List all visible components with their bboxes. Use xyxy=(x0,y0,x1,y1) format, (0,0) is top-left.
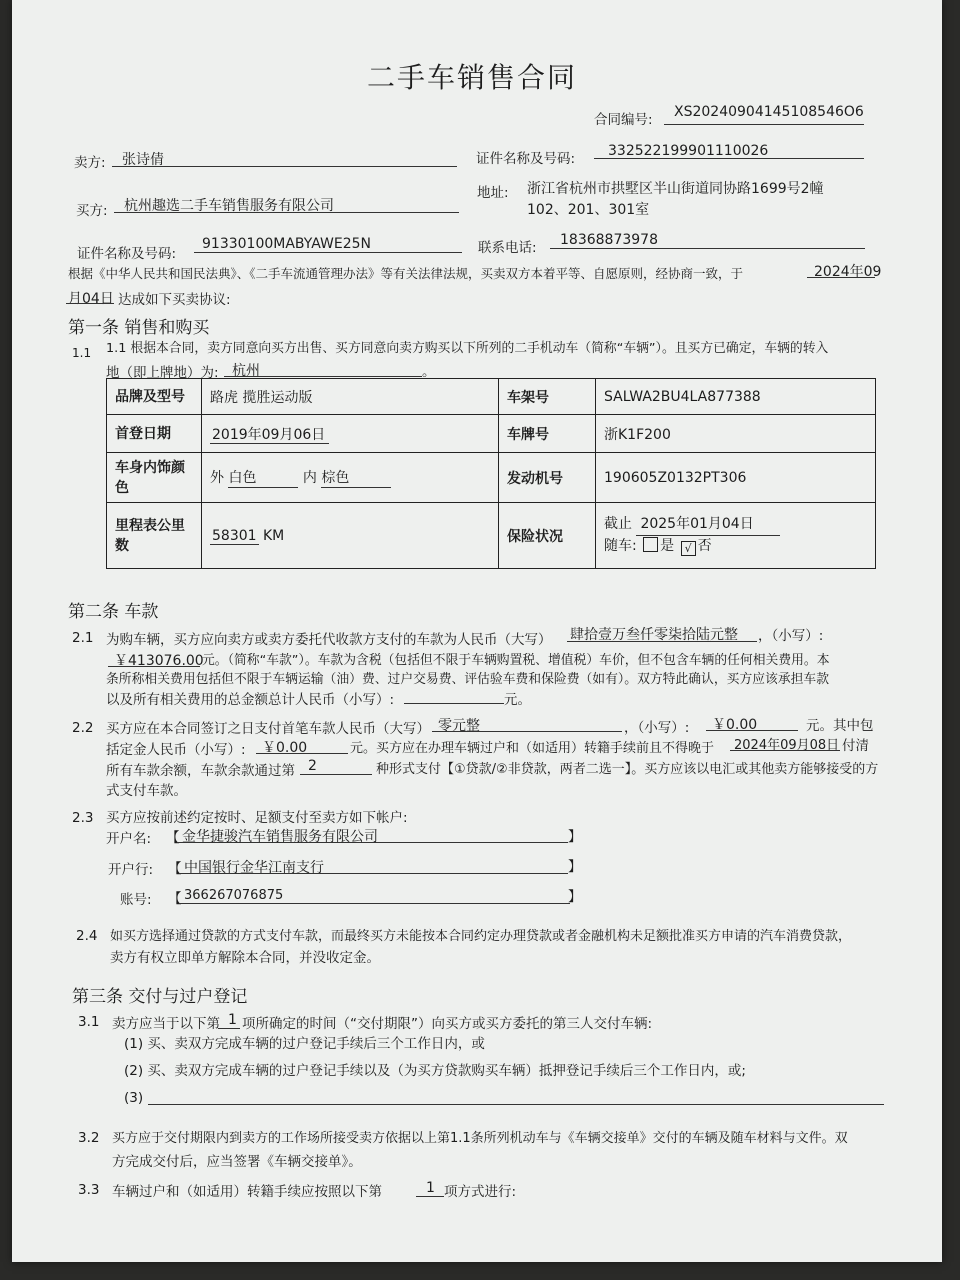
p22-payment-way-underline xyxy=(300,774,372,775)
account-number-rb: 】 xyxy=(568,889,582,905)
p31-item: 1 xyxy=(228,1012,237,1028)
p22-text-h: 种形式支付【①贷款/②非贷款，两者二选一】。买方应该以电汇或其他卖方能够接受的方 xyxy=(376,762,879,777)
p22-text-d: 括定金人民币（小写）: xyxy=(106,742,246,758)
bank-rb: 】 xyxy=(568,859,582,875)
bank-account-name-rb: 】 xyxy=(568,829,582,845)
p31-option2: (2) 买、卖双方完成车辆的过户登记手续以及（为买方贷款购买车辆）抵押登记手续后三个工作日内，或; xyxy=(124,1063,746,1079)
bank-name: 中国银行金华江南支行 xyxy=(184,860,324,876)
article3-heading: 第三条 交付与过户登记 xyxy=(72,987,248,1007)
p33-item-underline xyxy=(416,1196,444,1197)
account-number-lb: 【 xyxy=(168,891,182,907)
p33-num: 3.3 xyxy=(78,1182,100,1198)
p31-option3: (3) xyxy=(124,1090,144,1106)
article1-period: 。 xyxy=(422,364,436,380)
p22-down-number-underline xyxy=(706,730,798,731)
p33-text-b: 项方式进行: xyxy=(444,1184,517,1200)
interior-prefix: 内 xyxy=(302,470,317,486)
p22-down-capital-underline xyxy=(432,731,622,732)
buyer-address-line1: 浙江省杭州市拱墅区半山街道同协路1699号2幢 xyxy=(527,181,824,197)
account-number-label: 账号: xyxy=(120,892,152,908)
p24-text-b: 卖方有权立即单方解除本合同，并没收定金。 xyxy=(110,950,380,966)
buyer-underline xyxy=(114,212,459,213)
p23-text: 买方应按前述约定按时、足额支付至卖方如下帐户: xyxy=(106,810,408,826)
interior-color: 棕色 xyxy=(321,467,391,488)
insurance-yes-label: 是 xyxy=(660,538,675,554)
bank-account-name-underline xyxy=(178,842,568,843)
article2-heading: 第二条 车款 xyxy=(68,602,159,622)
p21-price-number-underline xyxy=(108,666,200,667)
insurance-with-label: 随车: xyxy=(604,538,637,554)
intro-text-end: 达成如下买卖协议: xyxy=(118,292,231,308)
p33-text-a: 车辆过户和（如适用）转籍手续应按照以下第 xyxy=(112,1184,382,1200)
p21-text-f: 元。 xyxy=(504,692,531,708)
color-cell xyxy=(202,453,499,503)
buyer-phone-value: 18368873978 xyxy=(560,232,658,248)
p22-deadline: 2024年09月08日 xyxy=(734,738,840,753)
p22-deposit: ￥0.00 xyxy=(262,740,308,756)
buyer-address-line2: 102、201、301室 xyxy=(527,202,650,218)
account-number-underline xyxy=(180,903,570,904)
buyer-name: 杭州趣选二手车销售服务有限公司 xyxy=(124,198,334,214)
exterior-prefix: 外 xyxy=(210,470,224,486)
p23-num: 2.3 xyxy=(72,810,94,826)
p22-down-capital: 零元整 xyxy=(438,718,480,734)
buyer-id-label: 证件名称及号码: xyxy=(77,246,177,262)
insurance-date: 2025年01月04日 xyxy=(636,514,780,536)
p24-text-a: 如买方选择通过贷款的方式支付车款，而最终买方未能按本合同约定办理贷款或者金融机构未足额批准买方申请的汽车消费贷款， xyxy=(110,929,852,944)
p22-deposit-underline xyxy=(256,753,348,754)
bank-lb: 【 xyxy=(168,861,182,877)
intro-date-part1: 2024年09 xyxy=(814,264,882,280)
bank-underline xyxy=(180,873,568,874)
color-label: 车身内饰颜色 xyxy=(107,453,202,503)
mileage-label: 里程表公里数 xyxy=(107,503,202,569)
reg-date-cell xyxy=(202,415,499,453)
buyer-address-label: 地址: xyxy=(477,185,509,201)
p21-num: 2.1 xyxy=(72,630,94,646)
p31-num: 3.1 xyxy=(78,1014,100,1030)
p22-text-a: 买方应在本合同签订之日支付首笔车款人民币（大写） xyxy=(106,721,430,737)
p22-num: 2.2 xyxy=(72,720,94,736)
p21-text-a: 为购车辆，买方应向卖方或卖方委托代收款方支付的车款为人民币（大写） xyxy=(106,632,552,648)
p31-item-underline xyxy=(218,1028,240,1029)
p22-text-b: ，（小写）: xyxy=(624,720,690,736)
p22-text-i: 式支付车款。 xyxy=(106,783,187,799)
seller-underline xyxy=(112,166,457,167)
article1-text2: 地（即上牌地）为: xyxy=(106,365,219,381)
seller-name: 张诗倩 xyxy=(122,152,164,168)
vin-label: 车架号 xyxy=(499,379,596,415)
p21-text-c: 元。（简称“车款”）。车款为含税（包括但不限于车辆购置税、增值税）车价，但不包含车辆的任何相关费用。本 xyxy=(202,653,830,668)
insurance-label: 保险状况 xyxy=(499,503,596,569)
buyer-label: 买方: xyxy=(76,203,108,219)
document-title: 二手车销售合同 xyxy=(367,61,578,94)
p32-text-b: 方完成交付后，应当签署《车辆交接单》。 xyxy=(112,1154,362,1170)
p22-deadline-underline xyxy=(730,750,840,751)
buyer-id-underline xyxy=(194,252,462,253)
p31-option3-underline xyxy=(148,1104,884,1105)
bank-account-name: 金华捷骏汽车销售服务有限公司 xyxy=(182,829,378,845)
insurance-yes-checkbox[interactable] xyxy=(643,537,658,552)
p33-item: 1 xyxy=(426,1180,435,1196)
reg-date-value: 2019年09月06日 xyxy=(210,427,329,444)
p32-text-a: 买方应于交付期限内到卖方的工作场所接受卖方依据以上第1.1条所列机动车与《车辆交接单》交付的车辆及随车材料与文件。双 xyxy=(112,1131,848,1146)
p21-text-d: 条所称相关费用包括但不限于车辆运输（油）费、过户交易费、评估验车费和保险费（如有）。双方特此确认，买方应该承担车款 xyxy=(106,672,830,687)
seller-id-value: 332522199901110026 xyxy=(608,143,769,159)
p32-num: 3.2 xyxy=(78,1130,100,1146)
transfer-place: 杭州 xyxy=(232,363,260,379)
contract-no-label: 合同编号: xyxy=(594,112,653,128)
engine-label: 发动机号 xyxy=(499,453,596,503)
intro-date-underline1 xyxy=(807,277,875,278)
contract-no-underline xyxy=(664,124,864,125)
p21-total-underline xyxy=(404,703,504,704)
insurance-no-checkbox[interactable]: √ xyxy=(681,541,696,556)
p31-option1: (1) 买、卖双方完成车辆的过户登记手续后三个工作日内，或 xyxy=(124,1036,485,1052)
account-number: 366267076875 xyxy=(184,888,284,903)
insurance-cell xyxy=(596,503,876,569)
plate-value: 浙K1F200 xyxy=(596,415,876,453)
p24-num: 2.4 xyxy=(76,928,98,944)
seller-id-underline xyxy=(594,158,864,159)
mileage-cell xyxy=(202,503,499,569)
buyer-phone-underline xyxy=(550,248,865,249)
article1-heading: 第一条 销售和购买 xyxy=(68,318,210,338)
bank-label: 开户行: xyxy=(108,862,154,878)
p31-text-b: 项所确定的时间（“交付期限”）向买方或买方委托的第三人交付车辆: xyxy=(242,1016,653,1032)
p21-price-capital-underline xyxy=(567,641,757,642)
seller-id-label: 证件名称及号码: xyxy=(476,151,576,167)
article1-text1: 1.1 根据本合同，卖方同意向买方出售、买方同意向卖方购买以下所列的二手机动车（简称“车辆”）。且买方已确定，车辆的转入 xyxy=(106,341,829,356)
buyer-phone-label: 联系电话: xyxy=(478,240,537,256)
p21-price-capital: 肆拾壹万叁仟零柒拾陆元整 xyxy=(570,627,738,643)
insurance-prefix: 截止 xyxy=(604,516,632,532)
contract-no-value: XS20240904145108546O6 xyxy=(674,104,864,120)
buyer-id-value: 91330100MABYAWE25N xyxy=(202,236,372,252)
p22-payment-way: 2 xyxy=(308,758,317,774)
intro-date-underline2 xyxy=(66,303,114,304)
brand-label: 品牌及型号 xyxy=(107,379,202,415)
p21-text-b: ，（小写）: xyxy=(758,628,824,644)
mileage-unit: KM xyxy=(263,527,285,544)
p22-down-number: ￥0.00 xyxy=(712,717,758,733)
reg-date-label: 首登日期 xyxy=(107,415,202,453)
intro-text: 根据《中华人民共和国民法典》、《二手车流通管理办法》等有关法律法规，买卖双方本着平等、自愿原则，经协商一致，于 xyxy=(68,266,744,281)
p31-text-a: 卖方应当于以下第 xyxy=(112,1016,220,1032)
p22-text-e: 元。买方应在办理车辆过户和（如适用）转籍手续前且不得晚于 xyxy=(350,741,715,756)
transfer-place-underline xyxy=(224,376,422,377)
p22-text-f: 付清 xyxy=(842,738,869,754)
vin-value: SALWA2BU4LA877388 xyxy=(596,379,876,415)
mileage-value: 58301 xyxy=(212,527,257,544)
vehicle-info-table xyxy=(106,378,876,569)
intro-date-part2: 月04日 xyxy=(68,291,114,307)
article1-num: 1.1 xyxy=(72,346,92,360)
plate-label: 车牌号 xyxy=(499,415,596,453)
bank-account-name-label: 开户名: xyxy=(106,831,152,847)
p22-text-g: 所有车款余额，车款余款通过第 xyxy=(106,763,295,779)
p22-text-c: 元。其中包 xyxy=(806,718,874,734)
insurance-no-label: 否 xyxy=(697,538,712,554)
p21-price-number: ￥413076.00 xyxy=(114,653,204,669)
engine-value: 190605Z0132PT306 xyxy=(596,453,876,503)
bank-account-name-lb: 【 xyxy=(166,830,180,846)
seller-label: 卖方: xyxy=(74,155,106,171)
exterior-color: 白色 xyxy=(228,467,298,488)
brand-value: 路虎 揽胜运动版 xyxy=(202,379,499,415)
p21-text-e: 以及所有相关费用的总金额总计人民币（小写）: xyxy=(106,692,395,708)
contract-page xyxy=(12,0,942,1262)
